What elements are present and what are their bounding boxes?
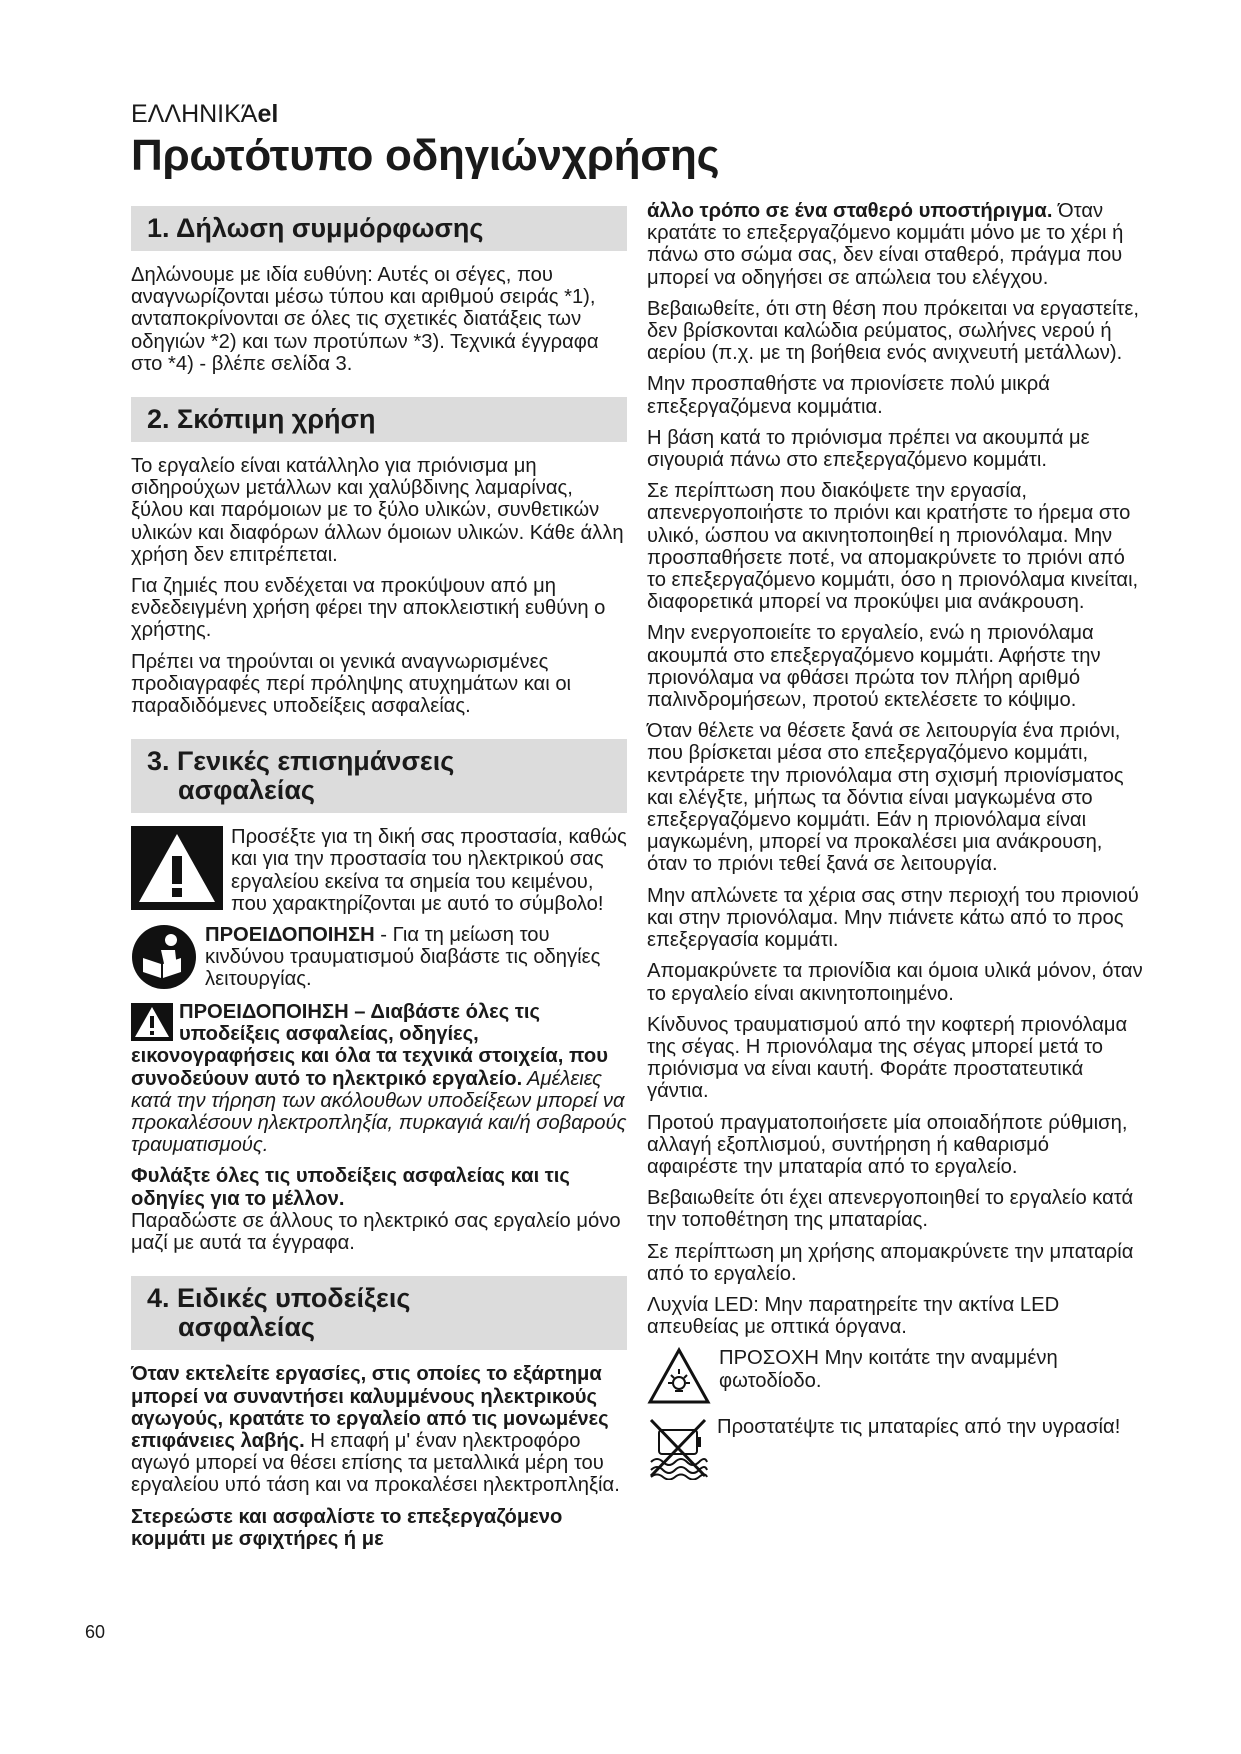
warning-read-all-paragraph: ΠΡΟΕΙΔΟΠΟΙΗΣΗ – Διαβάστε όλες τις υποδείξεις ασφαλείας, οδηγίες, εικονογραφήσεις και όλα τα τεχνικά στοιχεία, που συνοδεύουν αυτό το ηλεκτρικό εργαλείο. Αμέλειες κατά την τήρηση των ακόλουθων υποδείξεων μπορεί να προκαλέσουν ηλεκτροπληξία, πυρκαγιά και/ή σοβαρούς τραυματισμούς. [131, 1001, 627, 1157]
led-paragraph: Λυχνία LED: Μην παρατηρείτε την ακτίνα LED απευθείας με οπτικά όργανα. [647, 1293, 1060, 1339]
language-label: ΕΛΛΗΝΙΚΆel [131, 100, 279, 128]
battery-moisture-paragraph: Προστατέψτε τις μπαταρίες από την υγρασία! [647, 1416, 1145, 1482]
hidden-cables-paragraph: Βεβαιωθείτε, ότι στη θέση που πρόκειται να εργαστείτε, δεν βρίσκονται καλώδια ρεύματος, σωλήνες νερού ή αερίου (π.χ. με τη βοήθεια ενός ανιχνευτή μετάλλων). [647, 297, 1140, 365]
hands-away-paragraph: Μην απλώνετε τα χέρια σας στην περιοχή του πριονιού και στην πριονόλαμα. Μην πιάνετε κάτω από το προς επεξεργασία κομμάτι. [647, 884, 1139, 952]
remove-chips-paragraph: Απομακρύνετε τα πριονίδια και όμοια υλικά μόνον, όταν το εργαλείο είναι ακινητοποιημένο. [647, 960, 1143, 1005]
base-contact-paragraph: Η βάση κατά το πριόνισμα πρέπει να ακουμπά με σιγουριά πάνω στο επεξεργαζόμενο κομμάτι. [647, 426, 1090, 472]
led-caution-icon [647, 1347, 711, 1405]
declaration-paragraph: Δηλώνουμε με ιδία ευθύνη: Αυτές οι σέγες, που αναγνωρίζονται μέσω τύπου και αριθμού σειράς *1), ανταποκρίνονται σε όλες τις σχετικές διατάξεις των οδηγιών *2) και των προτύπων *3). Τεχνικά έγγραφα στο *4) - βλέπε σελίδα 3. [131, 264, 599, 375]
clamp-workpiece-paragraph: Στερεώστε και ασφαλίστε το επεξεργαζόμενο κομμάτι με σφιχτήρες ή με [131, 1505, 563, 1550]
read-manual-icon [131, 924, 197, 990]
restart-paragraph: Όταν θέλετε να θέσετε ξανά σε λειτουργία ένα πριόνι, που βρίσκεται μέσα στο επεξεργαζόμενο κομμάτι, κεντράρετε την πριονόλαμα στη σχισμή πριονίσματος και ελέγξτε, μήπως τα δόντια είναι μαγκωμένα στο επεξεργαζόμενο κομμάτι. Εάν η πριονόλαμα είναι μαγκωμένη, μπορεί να προκαλέσει μια ανάκρουση, όταν το πριόνι τεθεί ξανά σε λειτουργία. [647, 720, 1124, 876]
section-heading-2: 2. Σκόπιμη χρήση [131, 397, 627, 442]
warning-symbol-paragraph: Προσέξτε για τη δική σας προστασία, καθώς και για την προστασία του ηλεκτρικού σας εργαλείου εκείνα τα σημεία του κειμένου, που χαρακτηρίζονται με αυτό το σύμβολο! [131, 826, 627, 915]
left-column [131, 206, 627, 1559]
small-pieces-paragraph: Μην προσπαθήστε να πριονίσετε πολύ μικρά επεξεργαζόμενα κομμάτια. [647, 373, 1050, 418]
led-caution-paragraph: ΠΡΟΣΟΧΗ Μην κοιτάτε την αναμμένη φωτοδίοδο. [647, 1347, 1145, 1407]
regulations-paragraph: Πρέπει να τηρούνται οι γενικά αναγνωρισμένες προδιαγραφές περί πρόληψης ατυχημάτων και οι παραδιδόμενες υποδείξεις ασφαλείας. [131, 650, 572, 718]
section-heading-1: 1. Δήλωση συμμόρφωσης [131, 206, 627, 251]
section-heading-3: 3. Γενικές επισημάνσεις ασφαλείας [131, 739, 627, 813]
warning-small-icon [131, 1003, 173, 1041]
battery-insert-paragraph: Βεβαιωθείτε ότι έχει απενεργοποιηθεί το εργαλείο κατά την τοποθέτηση της μπαταρίας. [647, 1187, 1134, 1232]
battery-no-moisture-icon [647, 1416, 709, 1480]
switch-on-paragraph: Μην ενεργοποιείτε το εργαλείο, ενώ η πριονόλαμα ακουμπά στο επεξεργαζόμενο κομμάτι. Αφήστε την πριονόλαμα να φθάσει πρώτα τον πλήρη αριθμό παλινδρομήσεων, προτού εκτελέσετε το κόψιμο. [647, 622, 1101, 712]
read-manual-paragraph: ΠΡΟΕΙΔΟΠΟΙΗΣΗ - Για τη μείωση του κινδύνου τραυματισμού διαβάστε τις οδηγίες λειτουργίας. [131, 924, 627, 992]
interrupt-work-paragraph: Σε περίπτωση που διακόψετε την εργασία, απενεργοποιήστε το πριόνι και κρατήστε το ήρεμα στο υλικό, ώσπου να ακινητοποιηθεί η πριονόλαμα. Μην προσπαθήσετε ποτέ, να απομακρύνετε το πριόνι από το επεξεργαζόμενο κομμάτι, όσο η πριονόλαμα κινείται, διαφορετικά μπορεί να προκύψει μια ανάκρουση. [647, 480, 1139, 614]
intended-use-paragraph: Το εργαλείο είναι κατάλληλο για πριόνισμα μη σιδηρούχων μετάλλων και χαλύβδινης λαμαρίνας, ξύλου και παρόμοιων με το ξύλο υλικών, συνθετικών υλικών και διαφόρων άλλων όμοιων υλικών. Κάθε άλλη χρήση δεν επιτρέπεται. [131, 455, 624, 566]
clamp-continued-paragraph: άλλο τρόπο σε ένα σταθερό υποστήριγμα. Όταν κρατάτε το επεξεργαζόμενο κομμάτι μόνο με το χέρι ή πάνω στο σώμα σας, δεν είναι σταθερό, πράγμα που μπορεί να οδηγήσει σε απώλεια του ελέγχου. [647, 200, 1124, 289]
sharp-blade-paragraph: Κίνδυνος τραυματισμού από την κοφτερή πριονόλαμα της σέγας. Η πριονόλαμα της σέγας μπορεί μετά το πριόνισμα να είναι καυτή. Φοράτε προστατευτικά γάντια. [647, 1013, 1128, 1103]
liability-paragraph: Για ζημιές που ενδέχεται να προκύψουν από μη ενδεδειγμένη χρήση φέρει την αποκλειστική ευθύνη ο χρήστης. [131, 575, 606, 642]
right-column [647, 200, 1145, 1491]
page-title: Πρωτότυπο οδηγιώνχρήσης [131, 131, 720, 180]
page-number: 60 [85, 1622, 106, 1642]
hidden-wiring-paragraph: Όταν εκτελείτε εργασίες, στις οποίες το εξάρτημα μπορεί να συναντήσει καλυμμένους ηλεκτρικούς αγωγούς, κρατάτε το εργαλείο από τις μονωμένες επιφάνειες λαβής. Η επαφή μ' έναν ηλεκτροφόρο αγωγό μπορεί να θέσει επίσης τα μεταλλικά μέρη του εργαλείου υπό τάση και να προκαλέσει ηλεκτροπληξία. [131, 1363, 620, 1497]
remove-battery-paragraph: Προτού πραγματοποιήσετε μία οποιαδήποτε ρύθμιση, αλλαγή εξοπλισμού, συντήρηση ή καθαρισμό αφαιρέστε την μπαταρία από το εργαλείο. [647, 1111, 1128, 1178]
warning-triangle-icon [131, 826, 223, 910]
keep-instructions-paragraph: Φυλάξτε όλες τις υποδείξεις ασφαλείας και τις οδηγίες για το μέλλον. Παραδώστε σε άλλους το ηλεκτρικό σας εργαλείο μόνο μαζί με αυτά τα έγγραφα. [131, 1165, 621, 1255]
section-heading-4: 4. Ειδικές υποδείξεις ασφαλείας [131, 1276, 627, 1350]
battery-storage-paragraph: Σε περίπτωση μη χρήσης απομακρύνετε την μπαταρία από το εργαλείο. [647, 1240, 1134, 1285]
